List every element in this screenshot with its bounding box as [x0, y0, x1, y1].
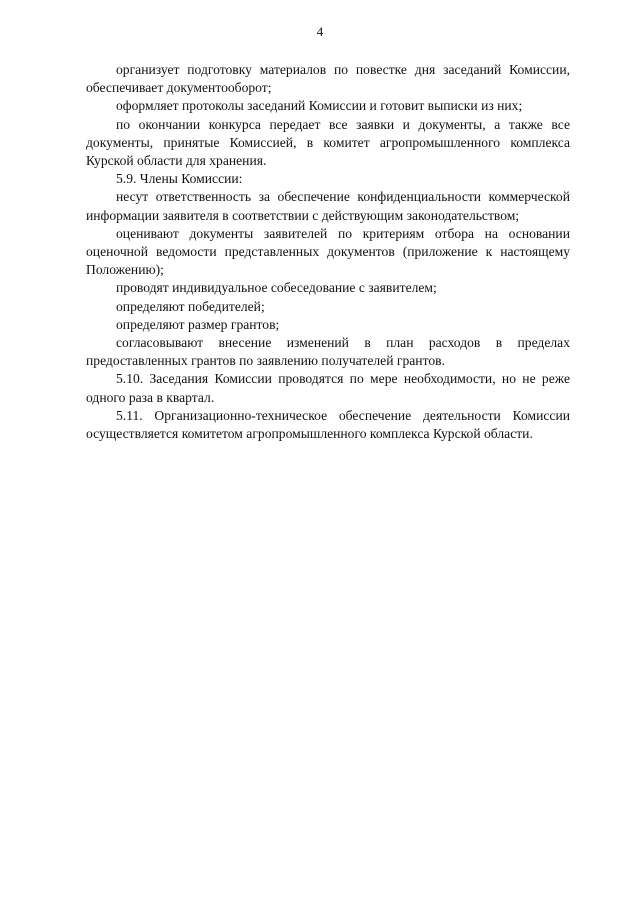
paragraph-interview: проводят индивидуальное собеседование с заявителем;	[116, 280, 437, 296]
paragraph-section-5-10: 5.10. Заседания Комиссии проводятся по мере необходимости, но не реже одного раза в квартал.	[86, 371, 570, 405]
paragraph-evaluate-documents: оценивают документы заявителей по критериям отбора на основании оценочной ведомости представленных документов (приложение к настоящему Положению);	[86, 225, 570, 278]
page-number: 4	[316, 24, 324, 39]
paragraph-transfer-documents: по окончании конкурса передает все заявки и документы, а также все документы, принятые Комиссией, в комитет агропромышленного комплекса Курской области для хранения.	[86, 116, 570, 169]
paragraph-grant-size: определяют размер грантов;	[116, 316, 280, 332]
paragraph-winners: определяют победителей;	[116, 298, 265, 314]
paragraph-confidentiality: несут ответственность за обеспечение конфиденциальности коммерческой информации заявителя в соответствии с действующим законодательством;	[86, 189, 570, 223]
paragraph-protocols: оформляет протоколы заседаний Комиссии и готовит выписки из них;	[116, 98, 523, 114]
paragraph-expense-plan: согласовывают внесение изменений в план расходов в пределах предоставленных грантов по заявлению получателей грантов.	[86, 335, 570, 369]
paragraph-organize-materials: организует подготовку материалов по повестке дня заседаний Комиссии, обеспечивает документооборот;	[86, 62, 570, 96]
paragraph-section-5-9: 5.9. Члены Комиссии:	[116, 171, 243, 187]
paragraph-section-5-11: 5.11. Организационно-техническое обеспечение деятельности Комиссии осуществляется комитетом агропромышленного комплекса Курской области.	[86, 407, 570, 442]
document-body	[86, 61, 570, 443]
